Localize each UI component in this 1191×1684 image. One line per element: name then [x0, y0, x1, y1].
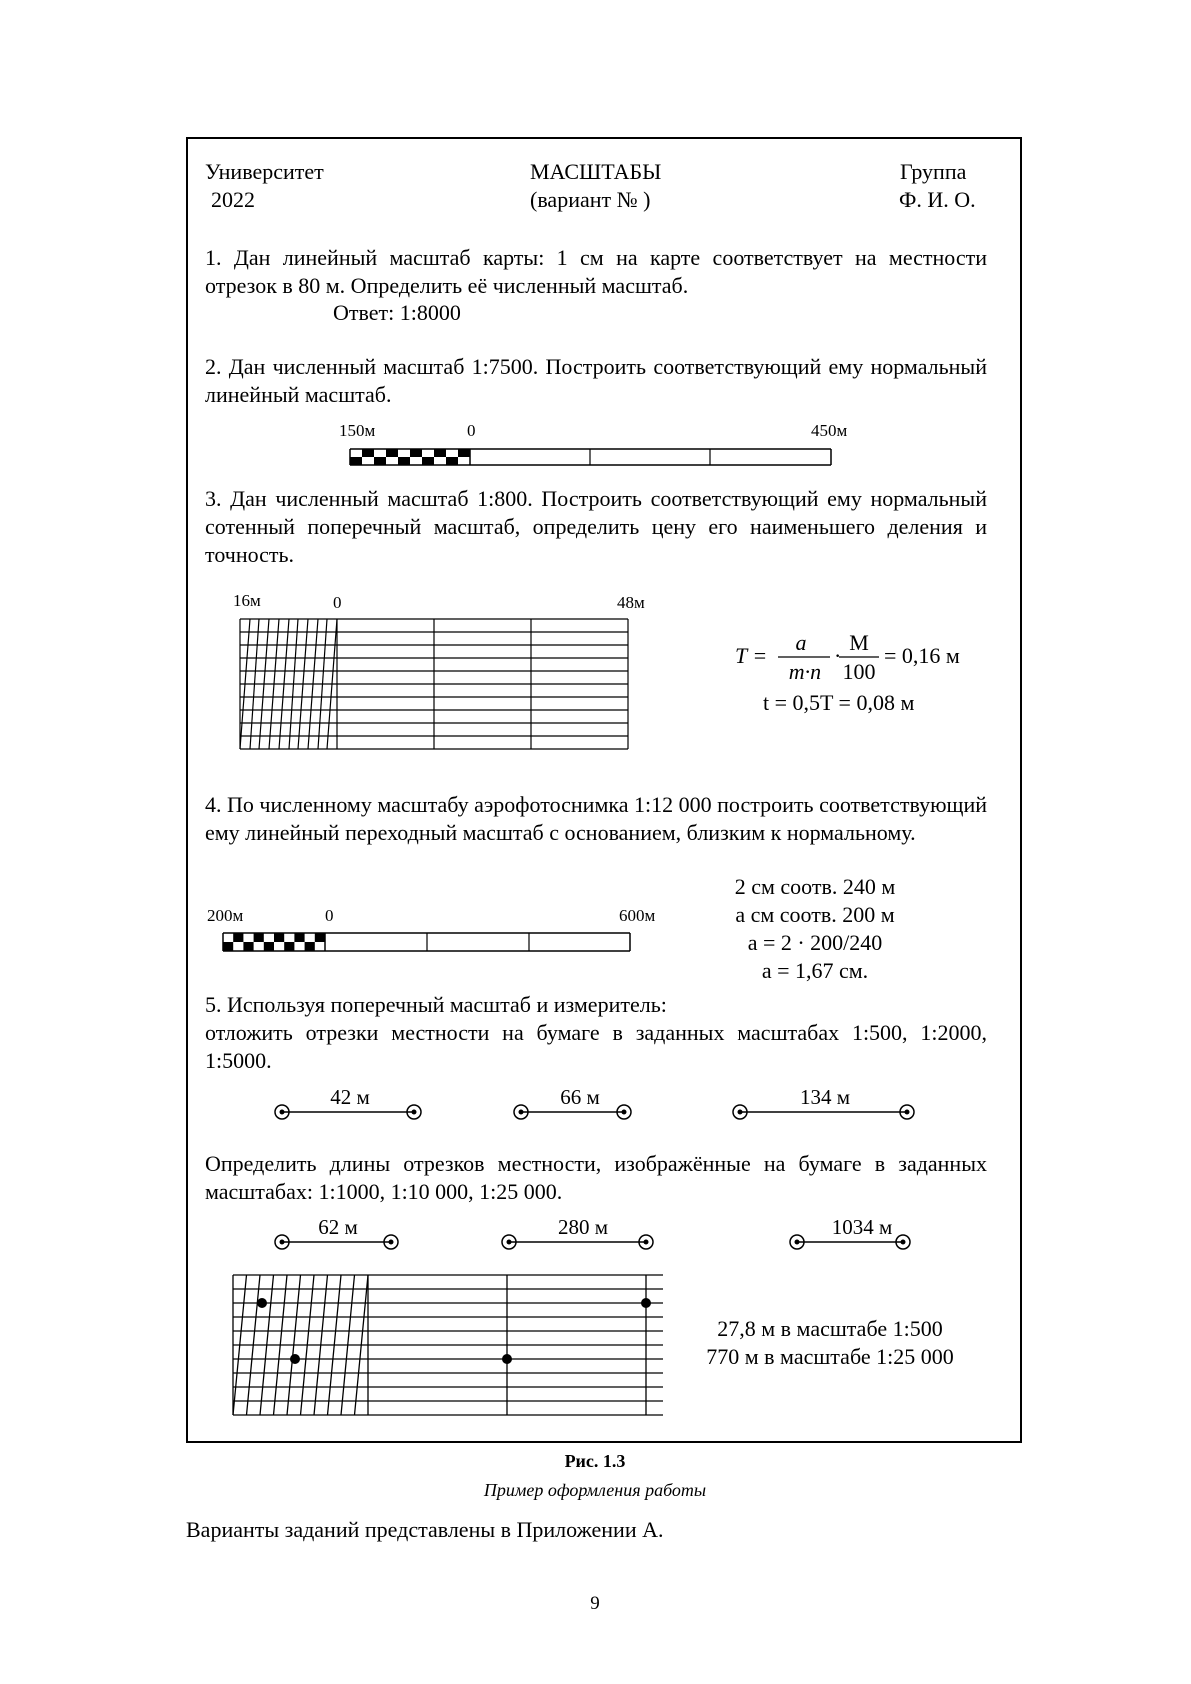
task3-text: 3. Дан численный масштаб 1:800. Построить соответствующий ему нормальный сотенный поперечный масштаб, определить цену его наименьшего деления и точность.: [205, 486, 987, 567]
result-2: 770 м в масштабе 1:25 000: [706, 1344, 954, 1369]
task1-answer: Ответ: 1:8000: [333, 300, 461, 325]
task4-transition-scale: [223, 930, 633, 958]
task4-calc-1: 2 см соотв. 240 м: [734, 874, 896, 899]
figure-caption: Пример оформления работы: [483, 1480, 707, 1500]
task3-transverse-scale: [240, 619, 632, 759]
task5-transverse-scale: [233, 1275, 665, 1423]
formula-T-num1: a: [795, 630, 807, 655]
formula-T-fraction-bar-1: [778, 656, 830, 658]
page-number: 9: [590, 1593, 600, 1614]
header-group: Группа: [900, 159, 967, 184]
task3-scale-left-label: 16м: [233, 591, 261, 610]
formula-T-rhs: = 0,16 м: [884, 643, 960, 668]
segment-a1-label: 42 м: [330, 1085, 370, 1109]
formula-T-lhs: T =: [735, 643, 768, 668]
task2-scale-right-label: 450м: [811, 421, 848, 440]
segments-a-drawing: [270, 1100, 930, 1124]
task5-text-a: 5. Используя поперечный масштаб и измеритель:: [205, 992, 667, 1017]
task2-scale-left-label: 150м: [339, 421, 376, 440]
segment-b1-label: 62 м: [318, 1215, 358, 1239]
formula-T-den2: 100: [842, 659, 876, 684]
formula-t: t = 0,5T = 0,08 м: [763, 690, 915, 715]
task2-text: 2. Дан численный масштаб 1:7500. Построить соответствующий ему нормальный линейный масштаб.: [205, 354, 987, 407]
header-year: 2022: [211, 187, 255, 212]
footer-text: Варианты заданий представлены в Приложении А.: [186, 1517, 664, 1542]
task1-text: 1. Дан линейный масштаб карты: 1 см на карте соответствует на местности отрезок в 80 м. Определить её численный масштаб.: [205, 245, 987, 298]
header-university: Университет: [205, 159, 324, 184]
task5-text-b: отложить отрезки местности на бумаге в заданных масштабах 1:500, 1:2000, 1:5000.: [205, 1020, 987, 1073]
task3-scale-zero-label: 0: [333, 593, 342, 612]
task4-calc-2: a см соотв. 200 м: [735, 902, 895, 927]
formula-T-den1: m·n: [788, 659, 822, 684]
formula-T-fraction-bar-2: [839, 656, 879, 658]
task2-linear-scale: [350, 446, 840, 470]
segment-b3-label: 1034 м: [831, 1215, 893, 1239]
task2-scale-zero-label: 0: [467, 421, 476, 440]
task4-scale-right-label: 600м: [619, 906, 656, 925]
task4-calc-3: a = 2 · 200/240: [747, 930, 883, 955]
task4-text: 4. По численному масштабу аэрофотоснимка 1:12 000 построить соответствующий ему линейный переходный масштаб с основанием, близким к нормальному.: [205, 792, 987, 845]
task4-scale-left-label: 200м: [207, 906, 244, 925]
task4-calc-4: a = 1,67 см.: [761, 958, 869, 983]
task3-scale-right-label: 48м: [617, 593, 645, 612]
formula-T-num2: М: [849, 630, 869, 655]
task4-scale-zero-label: 0: [325, 906, 334, 925]
result-1: 27,8 м в масштабе 1:500: [717, 1316, 943, 1341]
segment-b2-label: 280 м: [557, 1215, 609, 1239]
header-title: МАСШТАБЫ: [530, 159, 662, 184]
segments-b-drawing: [270, 1230, 930, 1254]
task5-text-c: Определить длины отрезков местности, изображённые на бумаге в заданных масштабах: 1:1000, 1:10 000, 1:25 000.: [205, 1151, 987, 1204]
segment-a3-label: 134 м: [799, 1085, 851, 1109]
header-fio: Ф. И. О.: [899, 187, 976, 212]
formula-T-dot: ·: [834, 643, 842, 668]
segment-a2-label: 66 м: [560, 1085, 600, 1109]
header-variant: (вариант № ): [530, 187, 651, 212]
figure-number: Рис. 1.3: [564, 1451, 626, 1471]
